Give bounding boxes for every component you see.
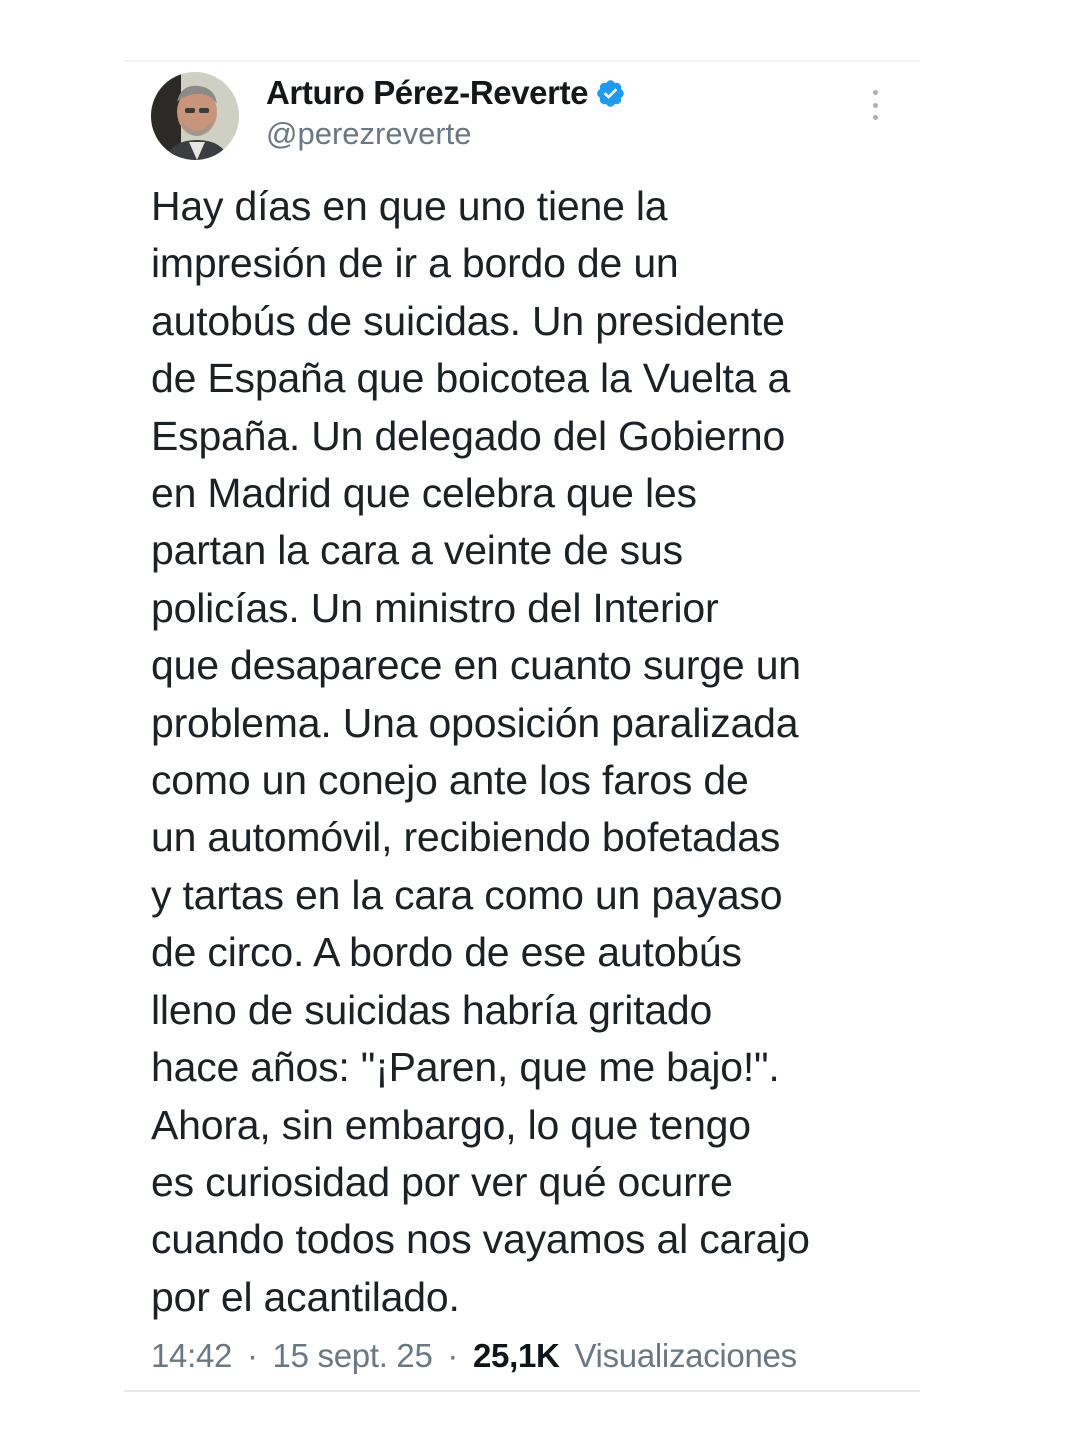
meta-separator: · (246, 1337, 258, 1374)
tweet-line: partan la cara a veinte de sus (151, 527, 683, 574)
avatar-image (151, 72, 239, 160)
tweet-line: un automóvil, recibiendo bofetadas (151, 814, 781, 861)
tweet-line: en Madrid que celebra que les (151, 470, 697, 517)
author-handle[interactable]: @perezreverte (266, 116, 472, 151)
tweet-date[interactable]: 15 sept. 25 (272, 1337, 433, 1374)
tweet-line: Ahora, sin embargo, lo que tengo (151, 1101, 751, 1148)
more-dot (873, 115, 878, 120)
tweet-line: cuando todos nos vayamos al carajo (151, 1216, 810, 1263)
tweet-time[interactable]: 14:42 (151, 1337, 233, 1374)
more-dot (873, 103, 878, 108)
tweet-line: Hay días en que uno tiene la (151, 183, 668, 229)
tweet-meta (151, 1337, 797, 1375)
tweet-line: España. Un delegado del Gobierno (151, 412, 786, 459)
tweet-card (124, 60, 920, 1392)
verified-badge-icon (595, 78, 626, 109)
more-dot (873, 90, 878, 95)
tweet-line: por el acantilado. (151, 1273, 460, 1320)
avatar[interactable] (151, 72, 239, 160)
tweet-line: autobús de suicidas. Un presidente (151, 297, 785, 344)
tweet-line: problema. Una oposición paralizada (151, 699, 799, 746)
tweet-line: lleno de suicidas habría gritado (151, 986, 713, 1033)
author-display-name[interactable]: Arturo Pérez-Reverte (266, 74, 589, 111)
tweet-line: es curiosidad por ver qué ocurre (151, 1158, 733, 1205)
tweet-line: como un conejo ante los faros de (151, 757, 749, 804)
tweet-line: y tartas en la cara como un payaso (151, 871, 783, 918)
tweet-line: policías. Un ministro del Interior (151, 584, 719, 631)
tweet-line: hace años: "¡Paren, que me bajo!". (151, 1044, 780, 1091)
views-label[interactable]: Visualizaciones (574, 1337, 797, 1374)
views-count[interactable]: 25,1K (473, 1337, 560, 1374)
tweet-text (151, 178, 911, 1326)
tweet-line: impresión de ir a bordo de un (151, 240, 679, 287)
tweet-line: de circo. A bordo de ese autobús (151, 929, 742, 976)
more-options-icon[interactable] (866, 90, 884, 120)
tweet-line: que desaparece en cuanto surge un (151, 642, 801, 689)
author-name-row[interactable] (266, 70, 626, 116)
meta-separator: · (447, 1337, 459, 1374)
tweet-line: de España que boicotea la Vuelta a (151, 355, 791, 402)
